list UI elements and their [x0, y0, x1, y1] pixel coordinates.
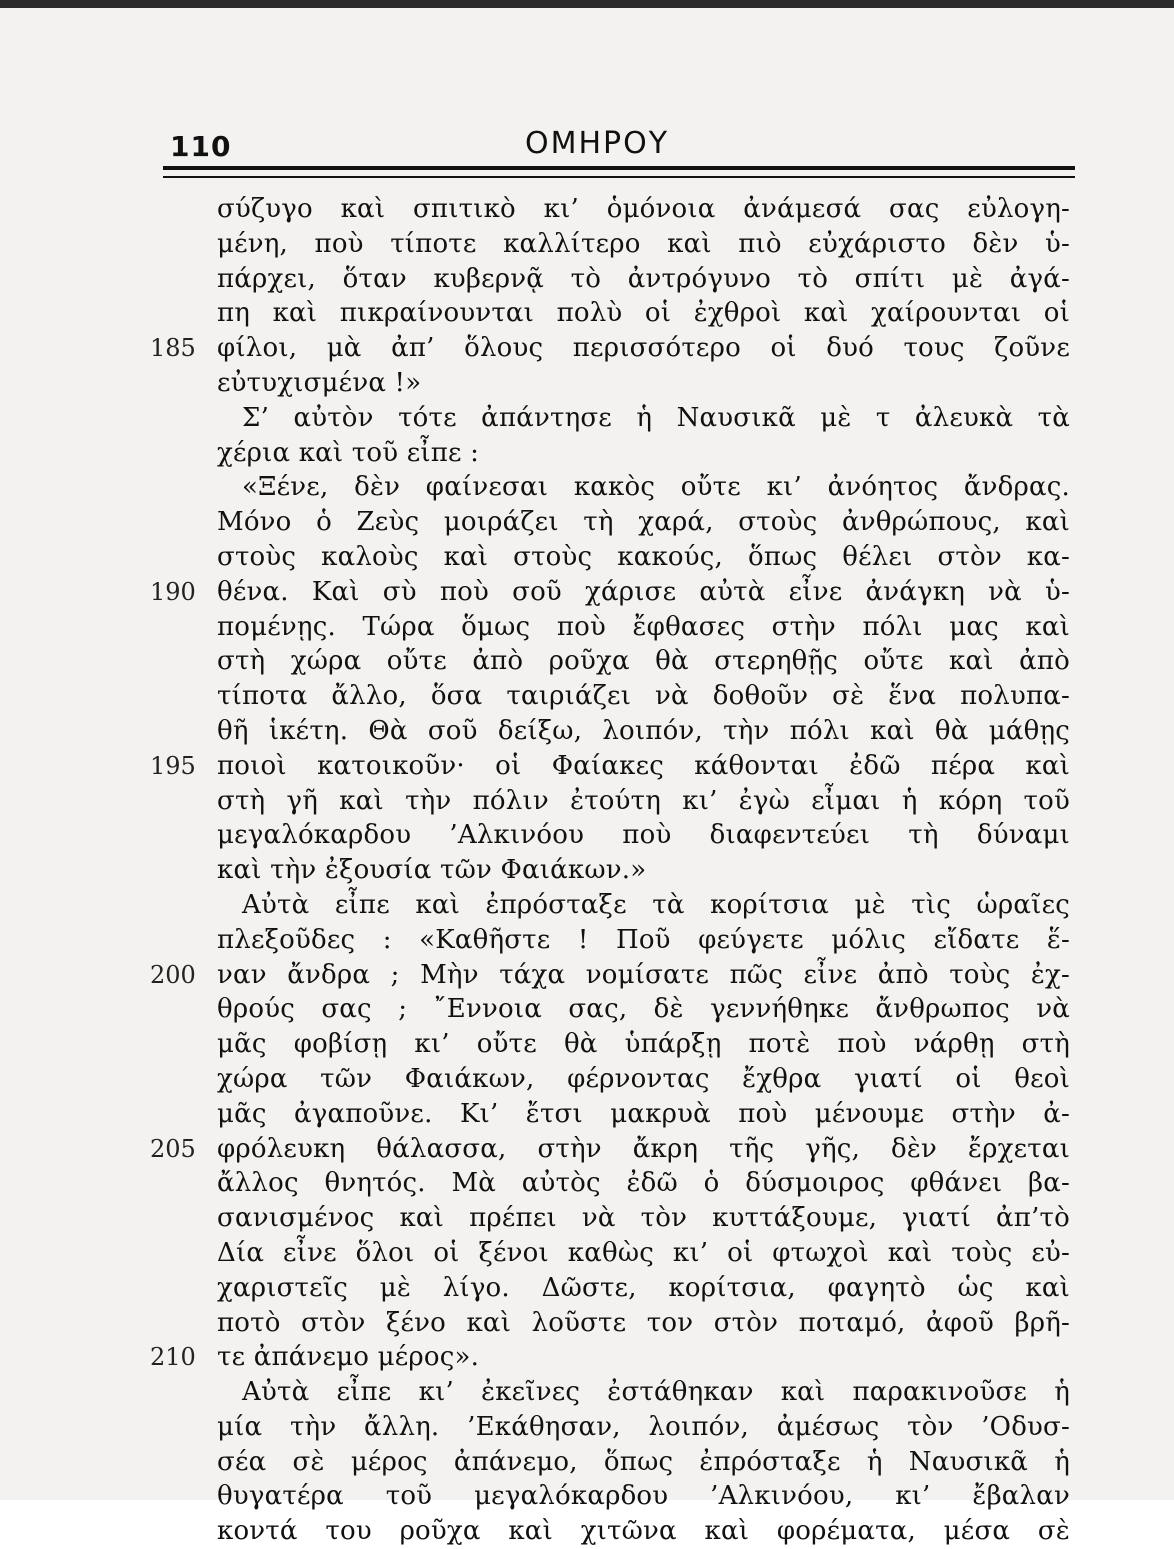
- line-text: χέρια καὶ τοῦ εἶπε :: [217, 437, 480, 468]
- line-text: θυγατέρα τοῦ μεγαλόκαρδου ’Αλκινόου, κι’ ἔβαλαν: [217, 1481, 1070, 1512]
- page-number: 110: [170, 130, 232, 163]
- line-number: 205: [150, 1134, 196, 1163]
- line-text: χαριστεῖς μὲ λίγο. Δῶστε, κορίτσια, φαγητὸ ὡς καὶ: [217, 1272, 1070, 1303]
- text-line: [150, 1201, 1080, 1236]
- line-number: 195: [150, 751, 196, 780]
- line-text: μία τὴν ἄλλη. ’Εκάθησαν, λοιπόν, ἀμέσως τὸν ’Οδυσ-: [217, 1411, 1070, 1442]
- text-line: [150, 958, 1080, 993]
- text-line: [150, 749, 1080, 784]
- text-line: [150, 1445, 1080, 1480]
- text-line: [150, 1166, 1080, 1201]
- text-line: [150, 296, 1080, 331]
- text-line: [150, 227, 1080, 262]
- text-line: [150, 575, 1080, 610]
- text-line: [150, 714, 1080, 749]
- text-line: [150, 436, 1080, 471]
- text-line: [150, 1410, 1080, 1445]
- line-text: μένη, ποὺ τίποτε καλλίτερο καὶ πιὸ εὐχάριστο δὲν ὑ-: [217, 228, 1070, 259]
- line-text: Αὐτὰ εἶπε καὶ ἐπρόσταξε τὰ κορίτσια μὲ τὶς ὡραῖες: [242, 889, 1070, 920]
- text-line: [150, 262, 1080, 297]
- line-text: ποτὸ στὸν ξένο καὶ λοῦστε τον στὸν ποταμό, ἀφοῦ βρῆ-: [217, 1307, 1070, 1338]
- line-text: πομένῃς. Τώρα ὅμως ποὺ ἔφθασες στὴν πόλι μας καὶ: [217, 611, 1070, 642]
- line-text: εὐτυχισμένα !»: [217, 367, 422, 398]
- text-line: [150, 1097, 1080, 1132]
- text-line: [150, 505, 1080, 540]
- text-line: [150, 1514, 1080, 1549]
- line-text: καὶ τὴν ἐξουσία τῶν Φαιάκων.»: [217, 855, 647, 886]
- line-text: φίλοι, μὰ ἀπ’ ὅλους περισσότερο οἱ δυό τους ζοῦνε: [217, 333, 1070, 364]
- line-number: 210: [150, 1343, 196, 1372]
- line-text: Αὐτὰ εἶπε κι’ ἐκεῖνες ἐστάθηκαν καὶ παρακινοῦσε ἡ: [242, 1377, 1070, 1408]
- line-text: στοὺς καλοὺς καὶ στοὺς κακούς, ὅπως θέλει στὸν κα-: [217, 541, 1070, 572]
- text-line: [150, 366, 1080, 401]
- text-line: [150, 401, 1080, 436]
- text-line: [150, 1340, 1080, 1375]
- line-text: φρόλευκη θάλασσα, στὴν ἄκρη τῆς γῆς, δὲν ἔρχεται: [217, 1133, 1070, 1164]
- text-line: [150, 644, 1080, 679]
- text-line: [150, 888, 1080, 923]
- line-text: χώρα τῶν Φαιάκων, φέρνοντας ἔχθρα γιατί οἱ θεοὶ: [217, 1063, 1070, 1094]
- text-line: [150, 1132, 1080, 1167]
- line-text: θῆ ἱκέτη. Θὰ σοῦ δείξω, λοιπόν, τὴν πόλι καὶ θὰ μάθῃς: [217, 715, 1070, 746]
- running-head: ΟΜΗΡΟΥ: [525, 126, 670, 161]
- line-text: Δία εἶνε ὅλοι οἱ ξένοι καθὼς κι’ οἱ φτωχοὶ καὶ τοὺς εὐ-: [217, 1237, 1070, 1268]
- line-text: κοντά του ροῦχα καὶ χιτῶνα καὶ φορέματα, μέσα σὲ: [217, 1516, 1070, 1547]
- line-text: πη καὶ πικραίνουνται πολὺ οἱ ἐχθροὶ καὶ χαίρουνται οἱ: [217, 298, 1070, 329]
- text-line: [150, 923, 1080, 958]
- line-text: Μόνο ὁ Ζεὺς μοιράζει τὴ χαρά, στοὺς ἀνθρώπους, καὶ: [217, 507, 1070, 538]
- text-line: [150, 1375, 1080, 1410]
- text-line: [150, 540, 1080, 575]
- header-rule-thin: [163, 176, 1075, 178]
- text-line: [150, 784, 1080, 819]
- text-line: [150, 1479, 1080, 1514]
- text-line: [150, 818, 1080, 853]
- line-number: 190: [150, 577, 196, 606]
- text-line: [150, 853, 1080, 888]
- line-text: Σ’ αὐτὸν τότε ἀπάντησε ἡ Ναυσικᾶ μὲ τ ἀλευκὰ τὰ: [242, 402, 1070, 433]
- text-line: [150, 1027, 1080, 1062]
- line-text: πάρχει, ὅταν κυβερνᾷ τὸ ἀντρόγυνο τὸ σπίτι μὲ ἀγά-: [217, 263, 1070, 294]
- line-text: πλεξοῦδες : «Καθῆστε ! Ποῦ φεύγετε μόλις εἴδατε ἕ-: [217, 924, 1070, 955]
- line-text: μᾶς ἀγαποῦνε. Κι’ ἔτσι μακρυὰ ποὺ μένουμε στὴν ἀ-: [217, 1098, 1070, 1129]
- text-line: [150, 992, 1080, 1027]
- line-number: 200: [150, 960, 196, 989]
- line-text: μεγαλόκαρδου ’Αλκινόου ποὺ διαφεντεύει τὴ δύναμι: [217, 820, 1070, 851]
- text-line: [150, 192, 1080, 227]
- text-line: [150, 1062, 1080, 1097]
- text-line: [150, 679, 1080, 714]
- line-text: σέα σὲ μέρος ἀπάνεμο, ὅπως ἐπρόσταξε ἡ Ναυσικᾶ ἡ: [217, 1446, 1070, 1477]
- line-text: ἄλλος θνητός. Μὰ αὐτὸς ἐδῶ ὁ δύσμοιρος φθάνει βα-: [217, 1168, 1070, 1199]
- line-text: σύζυγο καὶ σπιτικὸ κι’ ὁμόνοια ἀνάμεσά σας εὐλογη-: [217, 194, 1070, 224]
- text-line: [150, 470, 1080, 505]
- line-text: σανισμένος καὶ πρέπει νὰ τὸν κυττάξουμε, γιατί ἀπ’τὸ: [217, 1203, 1070, 1234]
- line-text: θένα. Καὶ σὺ ποὺ σοῦ χάρισε αὐτὰ εἶνε ἀνάγκη νὰ ὑ-: [217, 576, 1070, 607]
- text-line: [150, 1306, 1080, 1341]
- text-body: [150, 192, 1080, 1549]
- line-number: 185: [150, 334, 196, 363]
- text-line: [150, 1236, 1080, 1271]
- line-text: στὴ γῆ καὶ τὴν πόλιν ἐτούτη κι’ ἐγὼ εἶμαι ἡ κόρη τοῦ: [217, 785, 1070, 816]
- line-text: στὴ χώρα οὔτε ἀπὸ ροῦχα θὰ στερηθῇς οὔτε καὶ ἀπὸ: [217, 646, 1070, 677]
- line-text: τε ἀπάνεμο μέρος».: [217, 1342, 480, 1373]
- text-line: [150, 331, 1080, 366]
- page-header: [170, 126, 1074, 166]
- line-text: ποιοὶ κατοικοῦν· οἱ Φαίακες κάθονται ἐδῶ πέρα καὶ: [217, 750, 1070, 781]
- line-text: ναν ἄνδρα ; Μὴν τάχα νομίσατε πῶς εἶνε ἀπὸ τοὺς ἐχ-: [217, 959, 1070, 990]
- text-line: [150, 1271, 1080, 1306]
- line-text: «Ξένε, δὲν φαίνεσαι κακὸς οὔτε κι’ ἀνόητος ἄνδρας.: [242, 472, 1070, 503]
- line-text: θρούς σας ; ῎Εννοια σας, δὲ γεννήθηκε ἄνθρωπος νὰ: [217, 994, 1070, 1025]
- text-line: [150, 610, 1080, 645]
- scan-top-edge: [0, 0, 1174, 8]
- header-rule-thick: [163, 166, 1075, 170]
- line-text: τίποτα ἄλλο, ὅσα ταιριάζει νὰ δοθοῦν σὲ ἕνα πολυπα-: [217, 681, 1070, 712]
- line-text: μᾶς φοβίσῃ κι’ οὔτε θὰ ὑπάρξῃ ποτὲ ποὺ νάρθῃ στὴ: [217, 1029, 1070, 1060]
